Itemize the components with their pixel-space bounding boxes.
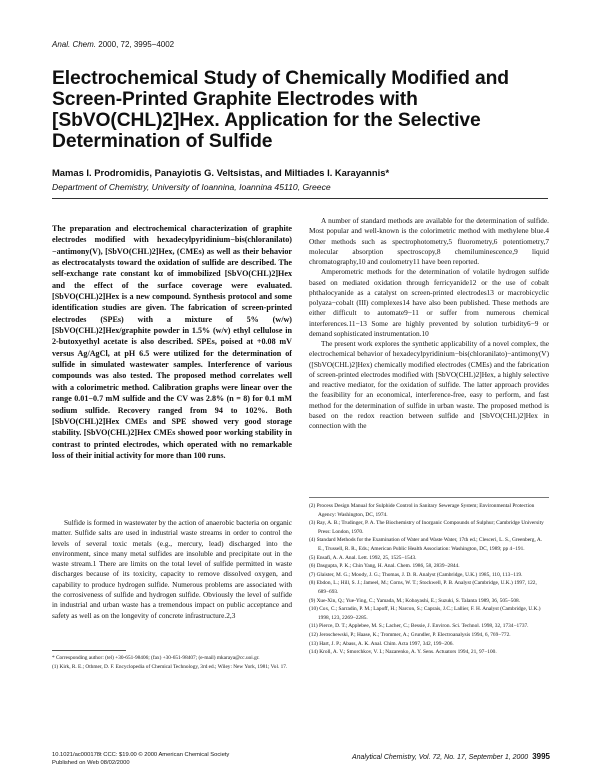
journal-issue-info: Analytical Chemistry, Vol. 72, No. 17, September 1, 2000 [351,754,529,761]
intro-paragraph: Sulfide is formed in wastewater by the action of anaerobic bacteria on organic matter. Sulfide salts are used in industrial waste streams in order to control the levels of several toxic metals (e.g., mercury, lead) discharged into the environment, since many metal sulfides are insoluble and precipitate out in the waste stream.1 There are limits on the total level of sulfide permitted in waste discharges because of its toxicity, capacity to remove dissolved oxygen, and capability to produce hydrogen sulfide. Numerous problems are associated with the corrosiveness of sulfide and hydrogen sulfide. Obviously the level of sulfide in industrial and urban waste has a tremendous impact on public acceptance and safety as well as on the longevity of concrete infrastructure.2,3 [52,518,293,620]
header-divider [52,198,548,199]
references-divider [309,497,549,498]
reference-item: (12) Jeroschewski, P.; Haase, K.; Trommer, A.; Grundler, P. Electroanalysis 1994, 6, 769−772. [309,631,511,638]
reference-item: (2) Process Design Manual for Sulphide Control in Sanitary Sewerage System; Environmental Protection Agency: Washington, DC, 1974. [309,503,535,518]
affiliation: Department of Chemistry, University of Ioannina, Ioannina 45110, Greece [52,182,331,192]
reference-item: (9) Xue-Xin, Q.; Yue-Ying, C.; Yamada, M.; Kobayashi, E.; Suzuki, S. Talanta 1989, 36, 505−508. [309,597,521,604]
journal-volume-pages: 2000, 72, 3995−4002 [98,40,175,49]
reference-item: (10) Cox, C.; Sarradin, P. M.; Lapoff, H.; Narcon, S.; Caprais, J.C.; Lallier, F. H. Analyst (Cambridge, U.K.) 1998, 123, 2269−2285. [309,606,541,621]
body-paragraph: A number of standard methods are available for the determination of sulfide. Most popular and well-known is the colorimetric method with methylene blue.4 Other methods such as spectrophotometry,5 fluorometry,6 potentiometry,7 molecular absorption spectroscopy,8 chemiluminescence,9 liquid chromatography,10 and coulometry11 have been reported. [309,216,549,266]
body-paragraph: Amperometric methods for the determination of volatile hydrogen sulfide based on mediated oxidation through ferricyanide12 or the use of cobalt phthalocyanide as a catalyst on screen-printed electrodes13 or macrobicyclic polyaza−cobalt (III) complexes14 have also been published. These methods are either difficult to automate9−11 or suffer from numerous chemical interferences.11−13 Some are highly prevented by solution turbidity6−9 or demand sophisticated instrumentation.10 [309,267,549,338]
reference-item: (4) Standard Methods for the Examination of Water and Waste Water, 17th ed.; Clesceri, L. S., Greenberg, A. E., Trussell, R. R., Eds.; American Public Health Association: Washington, DC, 1989; pp 4−191. [309,537,543,552]
reference-item: (13) Hart, J. P.; Abass, A. K. Anal. Chim. Acta 1997, 342, 199−206. [309,640,454,647]
reference-item: (8) Ebdon, L.; Hill, S. J.; Jameel, M.; Corns, W. T.; Stockwell, P. B. Analyst (Cambridge, U.K.) 1997, 122, 689−693. [309,580,537,595]
author-list: Mamas I. Prodromidis, Panayiotis G. Veltsistas, and Miltiades I. Karayannis* [52,167,390,178]
published-date: Published on Web 08/02/2000 [52,760,130,767]
doi-line: 10.1021/ac000178t CCC: $19.00 © 2000 American Chemical Society [52,752,230,758]
footnotes [52,654,292,671]
footnote-reference: (1) Kirk, R. E.; Othmer, D. F. Encyclopedia of Chemical Technology, 3rd ed.; Wiley: New York, 1981; Vol. 17. [52,663,288,670]
right-column-body [309,216,549,431]
body-paragraph: The present work explores the synthetic applicability of a novel complex, the electrochemical behavior of hexadecylpyridinium−bis(chloranilato)−antimony(V) ([SbVO(CHL)2]Hex) chemically modified electrodes (CMEs) and the fabrication of screen-printed electrodes modified with [SbVO(CHL)2]Hex, a highly selective and reactive mediator, for the oxidation of sulfide. The latter approach provides the feasibility for an economical, interference-free, easy to perform, and fast method for the determination of sulfide in urban waste. The proposed method is based on the redox reaction between sulfide and [SbVO(CHL)2]Hex in connection with the [309,339,549,430]
page-number: 3995 [532,752,550,761]
reference-item: (5) Ensafi, A. A. Anal. Lett. 1992, 25, 1525−1543. [309,554,417,561]
abstract: The preparation and electrochemical characterization of graphite electrodes modified with hexadecylpyridinium−bis(chloranilato)−antimony(V), [SbVO(CHL)2]Hex, (CMEs) as well as their behavior as electrocatalysts toward the oxidation of sulfide are described. The self-exchange rate constant kα of immobilized [SbVO(CHL)2]Hex and the effect of the surface coverage were evaluated. [SbVO(CHL)2]Hex is a new compound. Synthesis protocol and some identification studies are given. The fabrication of screen-printed electrodes (SPEs) with a mixture of 5% (w/w) [SbVO(CHL)2]Hex/graphite powder in 1.5% (w/v) ethyl cellulose in 2-butoxyethyl acetate is also described. SPEs, poised at +0.08 mV versus Ag/AgCl, at pH 6.5 were utilized for the determination of sulfide in simulated wastewater samples. Interference of various compounds was also tested. The proposed method correlates well with a colorimetric method. Calibration graphs were linear over the range 0.01−0.7 mM sulfide and the CV was 2.8% (n = 8) for 0.1 mM sodium sulfide. Recovery ranged from 94 to 102%. Both [SbVO(CHL)2]Hex CMEs and SPE showed very good storage stability. [SbVO(CHL)2]Hex CMEs showed poor working stability in contrast to printed electrodes, which operated with no remarkable loss of their initial activity for more than 100 runs. [52,224,292,460]
reference-item: (7) Glaister, M. G.; Moody, J. G.; Thomas, J. D. R. Analyst (Cambridge, U.K.) 1985, 110, 113−119. [309,571,523,578]
reference-item: (3) Ray, A. B.; Trudinger, P. A. The Biochemistry of Inorganic Compounds of Sulphur; Cambridge University Press: London, 1970. [309,520,544,535]
introduction-text [52,518,292,621]
article-title: Electrochemical Study of Chemically Modified and Screen-Printed Graphite Electrodes with [SbVO(CHL)2]Hex. Application for the Selective Determination of Sulfide [52,68,509,152]
reference-list [309,502,549,657]
corresponding-author-note: * Corresponding author: (tel) +30-651-98406; (fax) +30-651-98407; (e-mail) mkaraya@cc.uoi.gr. [52,655,260,661]
reference-item: (14) Kroll, A. V.; Smorchkov, V. I.; Nazarenko, A. Y. Sens. Actuators 1994, 21, 97−100. [309,649,497,656]
journal-citation [52,40,174,49]
publication-info [52,751,229,767]
reference-item: (6) Dasgupta, P. K.; Chin Yang, H. Anal. Chem. 1986, 58, 2839−2844. [309,563,460,570]
footnote-divider [52,650,126,651]
journal-abbrev: Anal. Chem. [52,40,97,49]
reference-item: (11) Pierce, D. T.; Applebee, M. S.; Lacher, C.; Bessie, J. Environ. Sci. Technol. 1998, 32, 1734−1737. [309,623,529,630]
page-footer [352,752,550,761]
